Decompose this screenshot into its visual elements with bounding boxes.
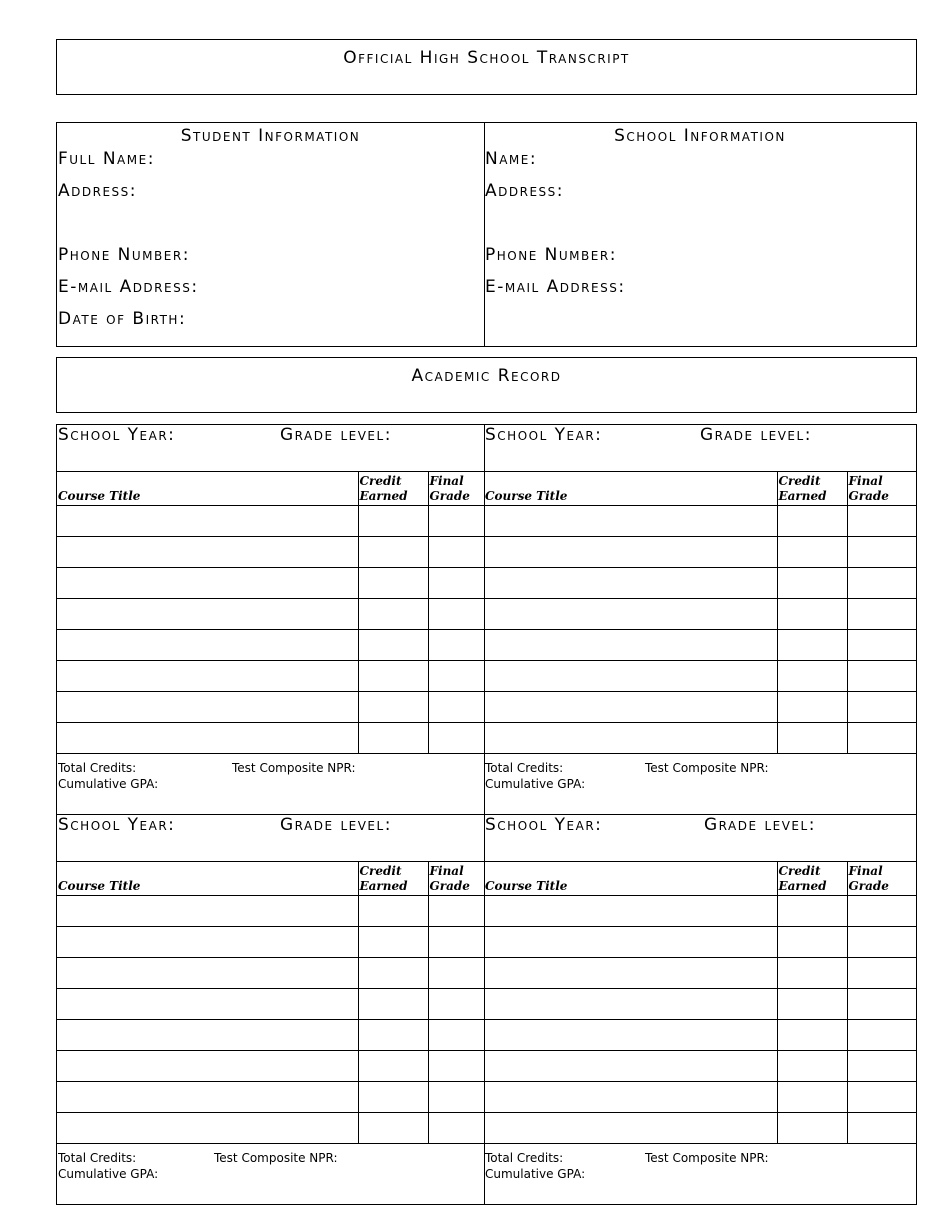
course-title-cell[interactable] (484, 957, 777, 988)
credit-earned-cell[interactable] (358, 1112, 428, 1143)
credit-header-line2: Earned (359, 878, 408, 893)
grade-level-label: Grade level: (280, 425, 392, 445)
credit-earned-cell[interactable] (358, 957, 428, 988)
course-title-cell[interactable] (484, 505, 777, 536)
cumulative-gpa-label: Cumulative GPA: (58, 777, 159, 791)
student-email-label: E-mail Address: (58, 277, 199, 297)
credit-earned-cell[interactable] (777, 1019, 847, 1050)
final-grade-cell[interactable] (428, 1019, 484, 1050)
credit-earned-header (358, 472, 428, 505)
final-grade-header (428, 862, 484, 895)
school-phone-label: Phone Number: (485, 245, 617, 265)
course-title-cell[interactable] (484, 536, 777, 567)
final-grade-cell[interactable] (428, 926, 484, 957)
school-year-label: School Year: (485, 815, 603, 835)
student-full-name-label: Full Name: (58, 149, 155, 169)
credit-header-line2: Earned (778, 488, 827, 503)
course-title-cell[interactable] (57, 957, 358, 988)
credit-earned-cell[interactable] (358, 895, 428, 926)
final-grade-cell[interactable] (428, 895, 484, 926)
final-grade-cell[interactable] (847, 988, 916, 1019)
final-grade-cell[interactable] (847, 895, 916, 926)
year-block-right-2-header (484, 815, 916, 862)
grade-header-line1: Final (848, 863, 883, 878)
year-block-left-2-course-table (57, 862, 484, 1144)
final-grade-cell[interactable] (428, 598, 484, 629)
final-grade-header (847, 862, 916, 895)
course-title-cell[interactable] (57, 691, 358, 722)
course-title-cell[interactable] (57, 895, 358, 926)
credit-earned-cell[interactable] (358, 505, 428, 536)
final-grade-cell[interactable] (428, 957, 484, 988)
credit-earned-cell[interactable] (777, 629, 847, 660)
credit-earned-cell[interactable] (777, 988, 847, 1019)
school-address-label: Address: (485, 181, 564, 201)
final-grade-cell[interactable] (428, 1112, 484, 1143)
credit-earned-cell[interactable] (777, 598, 847, 629)
test-composite-npr-label: Test Composite NPR: (232, 761, 356, 775)
final-grade-cell[interactable] (847, 505, 916, 536)
course-title-cell[interactable] (57, 629, 358, 660)
table-row (484, 1019, 916, 1050)
credit-earned-header (777, 862, 847, 895)
table-row (57, 1112, 484, 1143)
grade-header-line1: Final (429, 473, 464, 488)
year-block-right-1-header (484, 425, 916, 472)
table-row (57, 926, 484, 957)
final-grade-header (428, 472, 484, 505)
final-grade-cell[interactable] (847, 1081, 916, 1112)
table-row (484, 691, 916, 722)
table-row (57, 505, 484, 536)
credit-earned-cell[interactable] (358, 1081, 428, 1112)
course-title-cell[interactable] (484, 1112, 777, 1143)
final-grade-cell[interactable] (847, 567, 916, 598)
course-title-cell[interactable] (57, 1081, 358, 1112)
transcript-title-box (56, 39, 917, 95)
school-year-label: School Year: (485, 425, 603, 445)
student-address-label: Address: (58, 181, 137, 201)
final-grade-cell[interactable] (847, 1112, 916, 1143)
credit-earned-cell[interactable] (777, 660, 847, 691)
test-composite-npr-label: Test Composite NPR: (214, 1151, 338, 1165)
table-row (57, 988, 484, 1019)
course-title-cell[interactable] (484, 691, 777, 722)
year-block-right-2-course-table (484, 862, 916, 1144)
credit-earned-cell[interactable] (777, 505, 847, 536)
course-title-cell[interactable] (484, 722, 777, 753)
course-title-cell[interactable] (57, 1019, 358, 1050)
final-grade-cell[interactable] (847, 1050, 916, 1081)
course-title-header (57, 862, 358, 895)
total-credits-label: Total Credits: (58, 1151, 137, 1165)
grade-header-line1: Final (429, 863, 464, 878)
final-grade-cell[interactable] (847, 660, 916, 691)
course-title-cell[interactable] (57, 660, 358, 691)
cumulative-gpa-label: Cumulative GPA: (485, 1167, 586, 1181)
final-grade-cell[interactable] (428, 988, 484, 1019)
final-grade-cell[interactable] (847, 691, 916, 722)
year-block-left-1-course-table (57, 472, 484, 754)
credit-header-line2: Earned (778, 878, 827, 893)
course-title-header-text: Course Title (58, 488, 141, 503)
final-grade-cell[interactable] (428, 505, 484, 536)
year-block-right-1-totals (484, 754, 916, 814)
final-grade-cell[interactable] (428, 629, 484, 660)
table-row (57, 1050, 484, 1081)
final-grade-cell[interactable] (428, 660, 484, 691)
year-block-left-1-header (57, 425, 484, 472)
course-title-cell[interactable] (57, 505, 358, 536)
credit-earned-cell[interactable] (358, 988, 428, 1019)
credit-earned-cell[interactable] (358, 567, 428, 598)
course-title-cell[interactable] (484, 1050, 777, 1081)
table-row (57, 895, 484, 926)
course-title-cell[interactable] (57, 722, 358, 753)
year-block-right-1-course-table (484, 472, 916, 754)
course-title-cell[interactable] (484, 629, 777, 660)
course-title-header-text: Course Title (485, 878, 568, 893)
academic-record-heading: Academic Record (411, 366, 562, 386)
grade-level-label: Grade level: (700, 425, 812, 445)
credit-earned-cell[interactable] (777, 1081, 847, 1112)
grade-header-line1: Final (848, 473, 883, 488)
credit-header-line1: Credit (778, 863, 821, 878)
course-table-header (57, 862, 484, 895)
table-row (484, 988, 916, 1019)
student-dob-label: Date of Birth: (58, 309, 187, 329)
credit-earned-cell[interactable] (777, 1050, 847, 1081)
credit-earned-cell[interactable] (777, 895, 847, 926)
credit-earned-cell[interactable] (358, 629, 428, 660)
year-block-right-2-totals (484, 1144, 916, 1204)
grade-level-label: Grade level: (280, 815, 392, 835)
table-row (57, 957, 484, 988)
credit-earned-cell[interactable] (777, 691, 847, 722)
final-grade-cell[interactable] (428, 722, 484, 753)
course-title-header (57, 472, 358, 505)
student-information (57, 123, 485, 346)
credit-earned-cell[interactable] (358, 1019, 428, 1050)
credit-header-line1: Credit (778, 473, 821, 488)
page-title: Official High School Transcript (343, 48, 630, 68)
test-composite-npr-label: Test Composite NPR: (645, 1151, 769, 1165)
student-phone-label: Phone Number: (58, 245, 190, 265)
final-grade-cell[interactable] (847, 957, 916, 988)
credit-earned-header (358, 862, 428, 895)
table-row (57, 536, 484, 567)
credit-earned-cell[interactable] (358, 536, 428, 567)
final-grade-cell[interactable] (428, 1050, 484, 1081)
course-title-cell[interactable] (484, 598, 777, 629)
school-name-label: Name: (485, 149, 538, 169)
table-row (484, 505, 916, 536)
credit-earned-cell[interactable] (358, 660, 428, 691)
final-grade-cell[interactable] (428, 567, 484, 598)
cumulative-gpa-label: Cumulative GPA: (485, 777, 586, 791)
table-row (57, 1081, 484, 1112)
table-row (57, 629, 484, 660)
table-row (484, 1050, 916, 1081)
course-title-cell[interactable] (484, 1019, 777, 1050)
grade-header-line2: Grade (429, 878, 470, 893)
final-grade-cell[interactable] (847, 722, 916, 753)
credit-earned-cell[interactable] (358, 1050, 428, 1081)
grade-header-line2: Grade (429, 488, 470, 503)
course-table-header (484, 862, 916, 895)
credit-earned-cell[interactable] (358, 598, 428, 629)
final-grade-cell[interactable] (847, 598, 916, 629)
final-grade-cell[interactable] (847, 536, 916, 567)
course-title-cell[interactable] (57, 598, 358, 629)
credit-earned-cell[interactable] (358, 722, 428, 753)
course-title-header-text: Course Title (485, 488, 568, 503)
total-credits-label: Total Credits: (485, 1151, 564, 1165)
course-title-cell[interactable] (484, 895, 777, 926)
school-year-label: School Year: (58, 815, 176, 835)
test-composite-npr-label: Test Composite NPR: (645, 761, 769, 775)
table-row (484, 536, 916, 567)
course-title-cell[interactable] (57, 926, 358, 957)
final-grade-cell[interactable] (428, 536, 484, 567)
table-row (484, 957, 916, 988)
total-credits-label: Total Credits: (58, 761, 137, 775)
table-row (57, 691, 484, 722)
final-grade-cell[interactable] (847, 926, 916, 957)
grade-level-label: Grade level: (704, 815, 816, 835)
table-row (484, 567, 916, 598)
course-title-cell[interactable] (484, 660, 777, 691)
table-row (57, 598, 484, 629)
school-information (484, 123, 916, 346)
course-title-cell[interactable] (57, 1112, 358, 1143)
information-section (56, 122, 917, 347)
course-table-header (57, 472, 484, 505)
school-email-label: E-mail Address: (485, 277, 626, 297)
credit-earned-cell[interactable] (777, 957, 847, 988)
final-grade-header (847, 472, 916, 505)
grade-header-line2: Grade (848, 488, 889, 503)
credit-header-line1: Credit (359, 863, 402, 878)
school-information-heading: School Information (614, 126, 786, 146)
course-title-cell[interactable] (57, 1050, 358, 1081)
course-title-cell[interactable] (484, 926, 777, 957)
year-block-left-2-header (57, 815, 484, 862)
table-row (484, 722, 916, 753)
course-table-header (484, 472, 916, 505)
credit-header-line1: Credit (359, 473, 402, 488)
credit-earned-cell[interactable] (777, 536, 847, 567)
final-grade-cell[interactable] (428, 1081, 484, 1112)
course-title-header-text: Course Title (58, 878, 141, 893)
student-information-heading: Student Information (180, 126, 361, 146)
total-credits-label: Total Credits: (485, 761, 564, 775)
course-title-header (484, 862, 777, 895)
credit-earned-cell[interactable] (777, 722, 847, 753)
table-row (484, 895, 916, 926)
year-block-left-2-totals (57, 1144, 484, 1204)
final-grade-cell[interactable] (847, 629, 916, 660)
credit-earned-cell[interactable] (777, 1112, 847, 1143)
course-title-header (484, 472, 777, 505)
academic-column-left (57, 425, 485, 1204)
academic-record-grid (56, 424, 917, 1205)
table-row (484, 598, 916, 629)
table-row (57, 1019, 484, 1050)
credit-earned-cell[interactable] (777, 926, 847, 957)
course-title-cell[interactable] (484, 1081, 777, 1112)
table-row (57, 567, 484, 598)
table-row (484, 1112, 916, 1143)
year-block-left-1-totals (57, 754, 484, 814)
table-row (57, 660, 484, 691)
academic-record-box (56, 357, 917, 413)
credit-earned-cell[interactable] (358, 926, 428, 957)
course-title-cell[interactable] (484, 567, 777, 598)
credit-earned-cell[interactable] (358, 691, 428, 722)
credit-earned-cell[interactable] (777, 567, 847, 598)
academic-column-right (484, 425, 916, 1204)
table-row (484, 660, 916, 691)
course-title-cell[interactable] (57, 536, 358, 567)
table-row (484, 926, 916, 957)
table-row (484, 1081, 916, 1112)
course-title-cell[interactable] (57, 567, 358, 598)
cumulative-gpa-label: Cumulative GPA: (58, 1167, 159, 1181)
table-row (484, 629, 916, 660)
school-year-label: School Year: (58, 425, 176, 445)
grade-header-line2: Grade (848, 878, 889, 893)
table-row (57, 722, 484, 753)
credit-header-line2: Earned (359, 488, 408, 503)
course-title-cell[interactable] (484, 988, 777, 1019)
final-grade-cell[interactable] (428, 691, 484, 722)
final-grade-cell[interactable] (847, 1019, 916, 1050)
course-title-cell[interactable] (57, 988, 358, 1019)
credit-earned-header (777, 472, 847, 505)
